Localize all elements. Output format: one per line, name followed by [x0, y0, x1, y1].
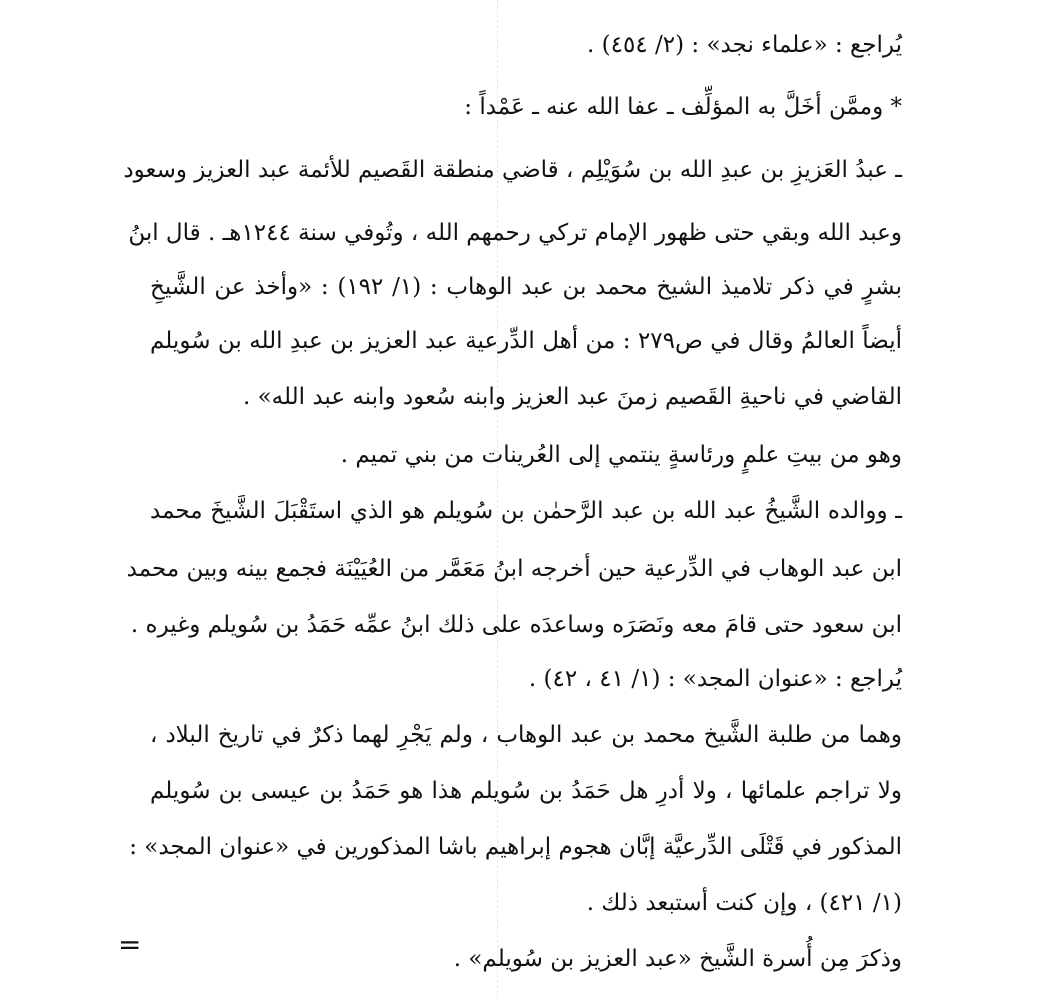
text-line-15: المذكور في قَتْلَى الدِّرعيَّة إبَّان هجوم إبراهيم باشا المذكورين في «عنوان المجد» :	[129, 834, 902, 860]
text-line-17: وذكرَ مِن أُسرة الشَّيخ «عبد العزيز بن سُويلم» .	[453, 946, 902, 972]
equals-marker: =	[118, 928, 142, 961]
text-line-8: وهو من بيتِ علمٍ ورئاسةٍ ينتمي إلى العُرينات من بني تميم .	[340, 442, 902, 468]
text-line-2: * وممَّن أخَلَّ به المؤلِّف ـ عفا الله عنه ـ عَمْداً :	[464, 94, 902, 120]
text-line-10: ابن عبد الوهاب في الدِّرعية حين أخرجه ابنُ مَعَمَّر من العُيَيْنَة فجمع بينه وبين محمد	[126, 556, 902, 582]
text-line-9: ـ ووالده الشَّيخُ عبد الله بن عبد الرَّحمٰن بن سُويلم هو الذي استَقْبَلَ الشَّيخَ محمد	[150, 498, 902, 524]
text-line-11: ابن سعود حتى قامَ معه ونَصَرَه وساعدَه على ذلك ابنُ عمِّه حَمَدُ بن سُويلم وغيره .	[130, 612, 902, 638]
text-line-1: يُراجع : «علماء نجد» : (٢/ ٤٥٤) .	[587, 32, 902, 58]
document-page	[123, 20, 903, 980]
text-line-7: القاضي في ناحيةِ القَصيم زمنَ عبد العزيز وابنه سُعود وابنه عبد الله» .	[242, 384, 902, 410]
text-line-14: ولا تراجم علمائها ، ولا أدرِ هل حَمَدُ بن سُويلم هذا هو حَمَدُ بن عيسى بن سُويلم	[150, 778, 902, 804]
text-line-4: وعبد الله وبقي حتى ظهور الإمام تركي رحمهم الله ، وتُوفي سنة ١٢٤٤هـ . قال ابنُ	[128, 220, 902, 246]
text-line-16: (١/ ٤٢١) ، وإن كنت أستبعد ذلك .	[586, 890, 902, 916]
text-line-3: ـ عبدُ العَزيزِ بن عبدِ الله بن سُوَيْلِم ، قاضي منطقة القَصيم للأئمة عبد العزيز وسعود	[123, 157, 902, 183]
text-line-12: يُراجع : «عنوان المجد» : (١/ ٤١ ، ٤٢) .	[528, 666, 902, 692]
text-line-6: أيضاً العالمُ وقال في ص٢٧٩ : من أهل الدِّرعية عبد العزيز بن عبدِ الله بن سُويلم	[150, 328, 902, 354]
text-line-13: وهما من طلبة الشَّيخ محمد بن عبد الوهاب ، ولم يَجْرِ لهما ذكرٌ في تاريخ البلاد ،	[150, 722, 902, 748]
text-line-5: بشرٍ في ذكر تلاميذ الشيخ محمد بن عبد الوهاب : (١/ ١٩٢) : «وأخذ عن الشَّيخِ	[150, 274, 903, 300]
